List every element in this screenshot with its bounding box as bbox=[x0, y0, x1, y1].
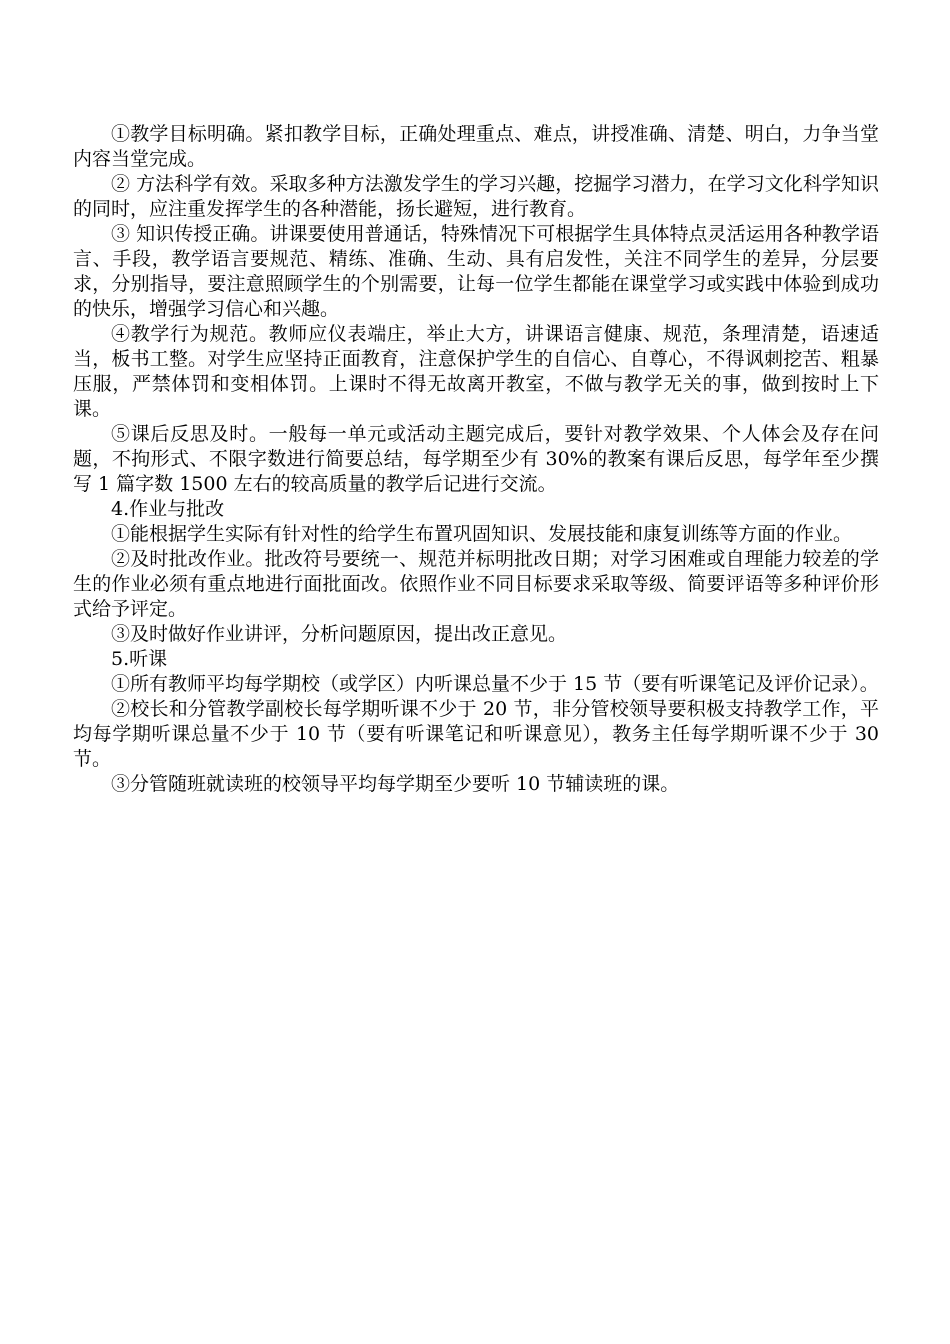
paragraph-homework-review: ③及时做好作业讲评，分析问题原因，提出改正意见。 bbox=[111, 623, 568, 645]
paragraph-observation-teachers: ①所有教师平均每学期校（或学区）内听课总量不少于 15 节（要有听课笔记及评价记录）。 bbox=[111, 673, 879, 695]
paragraph-homework-grading: ②及时批改作业。批改符号要统一、规范并标明批改日期；对学习困难或自理能力较差的学生的作业必须有重点地进行面批面改。依照作业不同目标要求采取等级、简要评语等多种评价形式给予评定。 bbox=[73, 548, 879, 620]
section-heading-homework: 4.作业与批改 bbox=[111, 498, 225, 520]
section-heading-class-observation: 5.听课 bbox=[111, 648, 168, 670]
paragraph-teaching-methods: ② 方法科学有效。采取多种方法激发学生的学习兴趣，挖掘学习潜力，在学习文化科学知识的同时，应注重发挥学生的各种潜能，扬长避短，进行教育。 bbox=[73, 173, 879, 220]
document-page bbox=[73, 122, 879, 797]
paragraph-teaching-goals: ①教学目标明确。紧扣教学目标，正确处理重点、难点，讲授准确、清楚、明白，力争当堂内容当堂完成。 bbox=[73, 123, 879, 170]
paragraph-observation-inclusive-class: ③分管随班就读班的校领导平均每学期至少要听 10 节辅读班的课。 bbox=[111, 773, 680, 795]
paragraph-post-class-reflection: ⑤课后反思及时。一般每一单元或活动主题完成后，要针对教学效果、个人体会及存在问题，不拘形式、不限字数进行简要总结，每学期至少有 30%的教案有课后反思，每学年至少撰写 1 篇字数 1500 左右的较高质量的教学后记进行交流。 bbox=[73, 423, 879, 495]
paragraph-knowledge-delivery: ③ 知识传授正确。讲课要使用普通话，特殊情况下可根据学生具体特点灵活运用各种教学语言、手段，教学语言要规范、精练、准确、生动、具有启发性，关注不同学生的差异，分层要求，分别指导，要注意照顾学生的个别需要，让每一位学生都能在课堂学习或实践中体验到成功的快乐，增强学习信心和兴趣。 bbox=[73, 223, 879, 320]
paragraph-observation-principals: ②校长和分管教学副校长每学期听课不少于 20 节，非分管校领导要积极支持教学工作，平均每学期听课总量不少于 10 节（要有听课笔记和听课意见），教务主任每学期听课不少于 30 节。 bbox=[73, 698, 879, 770]
paragraph-teaching-conduct: ④教学行为规范。教师应仪表端庄，举止大方，讲课语言健康、规范，条理清楚，语速适当，板书工整。对学生应坚持正面教育，注意保护学生的自信心、自尊心，不得讽刺挖苦、粗暴压服，严禁体罚和变相体罚。上课时不得无故离开教室，不做与教学无关的事，做到按时上下课。 bbox=[73, 323, 879, 420]
paragraph-homework-assignment: ①能根据学生实际有针对性的给学生布置巩固知识、发展技能和康复训练等方面的作业。 bbox=[111, 523, 853, 545]
